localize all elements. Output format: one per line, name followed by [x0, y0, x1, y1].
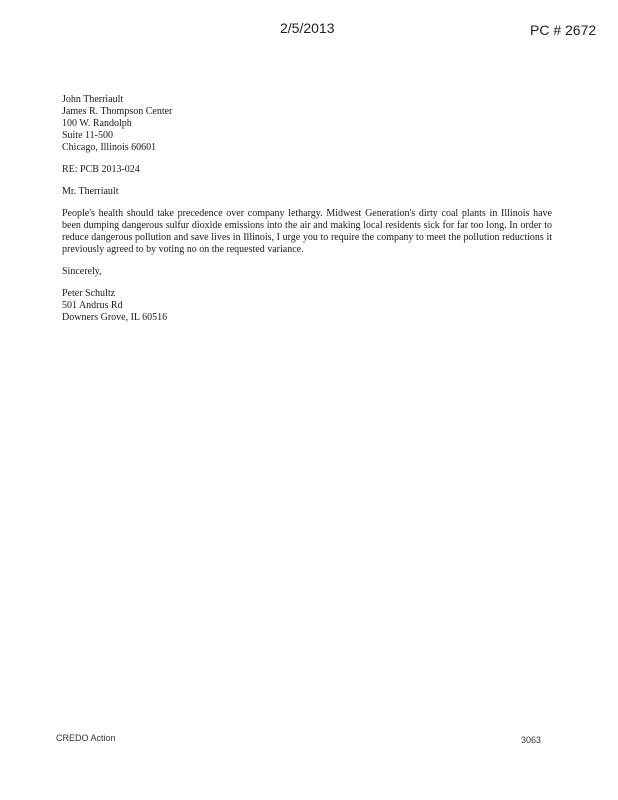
sender-address — [62, 288, 552, 324]
footer-source: CREDO Action — [56, 733, 116, 743]
recipient-name: John Therriault — [62, 94, 124, 105]
document-date: 2/5/2013 — [280, 20, 335, 36]
letter-body — [62, 94, 552, 324]
closing: Sincerely, — [62, 266, 102, 277]
recipient-address — [62, 94, 552, 154]
sender-city: Downers Grove, IL 60516 — [62, 312, 168, 323]
public-comment-number: PC # 2672 — [530, 22, 597, 38]
sender-name: Peter Schultz — [62, 288, 116, 299]
recipient-building: James R. Thompson Center — [62, 106, 173, 117]
recipient-suite: Suite 11-500 — [62, 130, 114, 141]
re-line: RE: PCB 2013-024 — [62, 164, 140, 175]
recipient-city: Chicago, Illinois 60601 — [62, 142, 157, 153]
page-number: 3063 — [521, 735, 542, 745]
salutation: Mr. Therriault — [62, 186, 119, 197]
letter-paragraph: People's health should take precedence over company lethargy. Midwest Generation's dirty coal plants in Illinois have been dumping dangerous sulfur dioxide emissions into the air and making local residents sick for far too long. In order to reduce dangerous pollution and save lives in Illinois, I urge you to require the company to meet the pollution reductions it previously agreed to by voting no on the requested variance. — [62, 208, 552, 255]
recipient-street: 100 W. Randolph — [62, 118, 132, 129]
sender-street: 501 Andrus Rd — [62, 300, 123, 311]
